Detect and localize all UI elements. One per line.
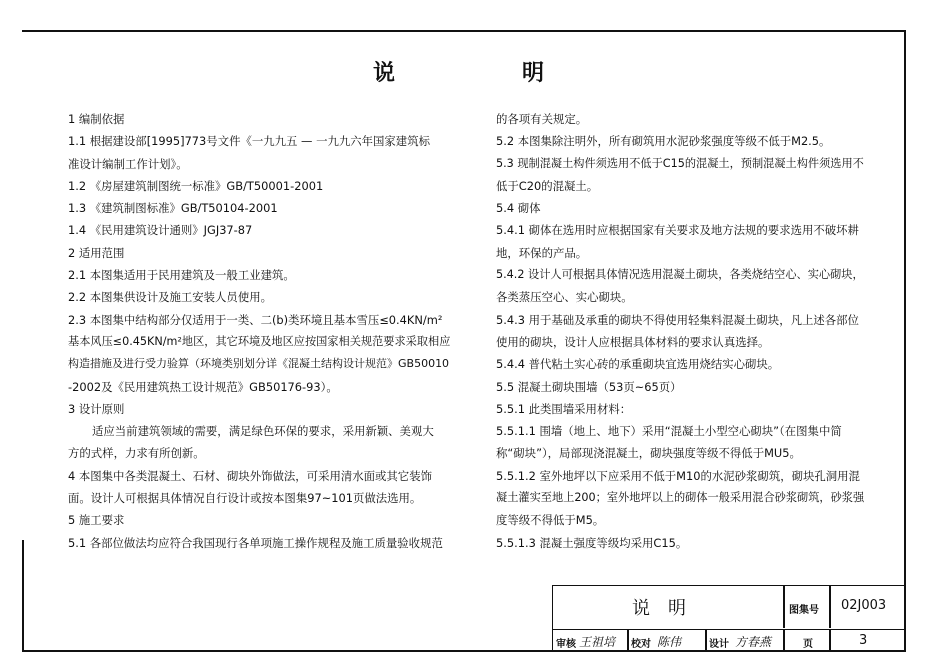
text-line: 5.5.1 此类围墙采用材料： xyxy=(496,401,632,416)
text-line: 准设计编制工作计划》。 xyxy=(68,156,188,171)
text-line: 构造措施及进行受力验算（环境类别划分详《混凝土结构设计规范》GB50010 xyxy=(68,357,450,371)
design-signature: 方春燕 xyxy=(735,635,772,649)
page-title xyxy=(0,56,950,86)
text-line: 凝土灌实至地上200；室外地坪以上的砌体一般采用混合砂浆砌筑，砂浆强 xyxy=(496,491,865,505)
text-line: 低于C20的混凝土。 xyxy=(496,178,599,193)
text-line: 4 本图集中各类混凝土、石材、砌块外饰做法，可采用清水面或其它装饰 xyxy=(68,468,432,483)
text-line: 5.4.4 普代粘土实心砖的承重砌块宜选用烧结实心砌块。 xyxy=(496,357,780,372)
text-line: 5.5.1.2 室外地坪以下应采用不低于M10的水泥砂浆砌筑，砌块孔洞用混 xyxy=(496,468,860,483)
text-line: 2 适用范围 xyxy=(68,245,125,260)
text-line: 5.3 现制混凝土构件须选用不低于C15的混凝土，预制混凝土构件须选用不 xyxy=(496,156,864,170)
title-block-divider xyxy=(783,630,785,652)
page-number-value: 3 xyxy=(859,633,868,648)
text-line: 5.4 砌体 xyxy=(496,201,541,216)
text-line: 基本风压≤0.45KN/m²地区，其它环境及地区应按国家相关规范要求采取相应 xyxy=(68,334,451,348)
text-line: -2002及《民用建筑热工设计规范》GB50176-93）。 xyxy=(68,379,338,394)
text-line: 各类蒸压空心、实心砌块。 xyxy=(496,290,633,305)
title-block-divider xyxy=(705,630,707,652)
right-text-column xyxy=(496,108,868,554)
text-line: 适应当前建筑领域的需要，满足绿色环保的要求，采用新颖、美观大 xyxy=(92,424,434,439)
text-line: 5.1 各部位做法均应符合我国现行各单项施工操作规程及施工质量验收规范 xyxy=(68,535,443,550)
title-block-divider xyxy=(829,630,831,652)
atlas-number-label: 图集号 xyxy=(789,605,819,616)
text-line: 1.1 根据建设部[1995]773号文件《一九九五 — 一九九六年国家建筑标 xyxy=(68,134,430,149)
frame-right-border xyxy=(904,30,906,652)
text-line: 2.3 本图集中结构部分仅适用于一类、二(b)类环境且基本雪压≤0.4KN/m² xyxy=(68,312,443,327)
text-line: 1.2 《房屋建筑制图统一标准》GB/T50001-2001 xyxy=(68,178,324,193)
check-signature: 陈伟 xyxy=(657,635,682,649)
text-line: 3 设计原则 xyxy=(68,401,125,416)
text-line: 2.1 本图集适用于民用建筑及一般工业建筑。 xyxy=(68,268,295,283)
title-char-1: 说 xyxy=(373,61,398,86)
design-label: 设计 xyxy=(709,639,729,650)
text-line: 5.2 本图集除注明外，所有砌筑用水泥砂浆强度等级不低于M2.5。 xyxy=(496,134,831,149)
text-line: 5.4.2 设计人可根据具体情况选用混凝土砌块，各类烧结空心、实心砌块， xyxy=(496,268,864,282)
text-line: 5.5.1.3 混凝土强度等级均采用C15。 xyxy=(496,535,688,550)
text-line: 5.4.3 用于基础及承重的砌块不得使用轻集料混凝土砌块，凡上述各部位 xyxy=(496,312,859,327)
title-block-divider xyxy=(829,586,831,628)
text-line: 地，环保的产品。 xyxy=(496,245,588,260)
frame-left-border xyxy=(22,540,24,652)
text-line: 5.5.1.1 围墙（地上、地下）采用“混凝土小型空心砌块”（在图集中简 xyxy=(496,424,842,439)
text-line: 使用的砌块，设计人应根据具体材料的要求认真选择。 xyxy=(496,334,770,349)
text-line: 5 施工要求 xyxy=(68,513,125,528)
title-char-2: 明 xyxy=(522,61,547,86)
title-block-name: 说明 xyxy=(632,598,704,619)
text-line: 1.3 《建筑制图标准》GB/T50104-2001 xyxy=(68,201,278,216)
text-line: 1.4 《民用建筑设计通则》JGJ37-87 xyxy=(68,223,253,238)
title-block-bottom-row xyxy=(553,630,905,652)
text-line: 面。设计人可根据具体情况自行设计或按本图集97~101页做法选用。 xyxy=(68,491,422,506)
frame-top-border xyxy=(22,30,906,32)
text-line: 5.5 混凝土砌块围墙（53页~65页） xyxy=(496,379,682,394)
check-label: 校对 xyxy=(631,639,651,650)
text-line: 度等级不得低于M5。 xyxy=(496,513,605,528)
page-label: 页 xyxy=(803,639,813,650)
left-text-column xyxy=(68,108,452,554)
review-signature: 王祖培 xyxy=(579,635,616,649)
title-block-divider xyxy=(627,630,629,652)
title-block xyxy=(552,585,904,651)
text-line: 方的式样，力求有所创新。 xyxy=(68,446,205,461)
text-line: 5.4.1 砌体在选用时应根据国家有关要求及地方法规的要求选用不破坏耕 xyxy=(496,223,859,238)
text-line: 1 编制依据 xyxy=(68,112,125,126)
review-label: 审核 xyxy=(556,639,576,650)
text-line: 的各项有关规定。 xyxy=(496,112,588,126)
text-line: 2.2 本图集供设计及施工安装人员使用。 xyxy=(68,290,272,305)
text-line: 称“砌块”），局部现浇混凝土，砌块强度等级不得低于MU5。 xyxy=(496,446,801,461)
atlas-number-value: 02J003 xyxy=(841,598,887,613)
title-block-divider xyxy=(783,586,785,628)
title-block-top-row xyxy=(553,586,905,630)
